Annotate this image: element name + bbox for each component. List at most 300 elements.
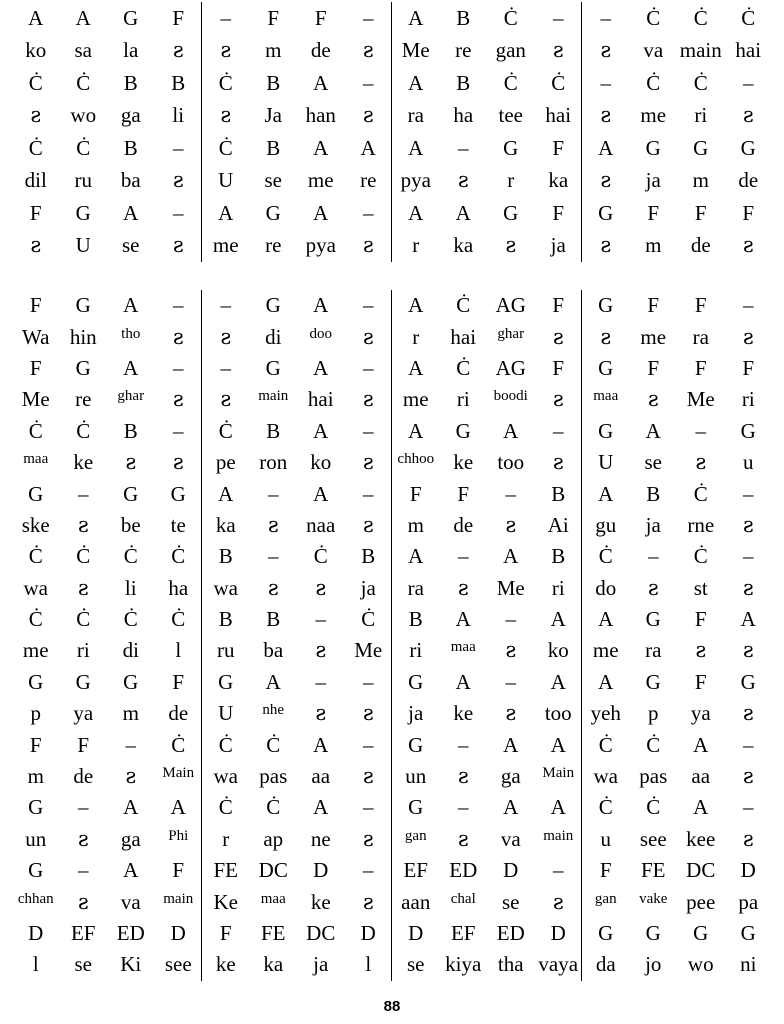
lyric-cell: ꙅ [742,103,754,128]
measure [392,954,582,975]
lyric-cell: me [212,233,239,258]
note-cell: A [740,607,756,632]
note-cell: – [743,795,754,820]
lyric-cell: un [405,764,427,789]
lyric-cell: ꙅ [742,701,754,726]
lyric-cell: ra [407,103,424,128]
lyric-cell: ko [547,638,569,663]
note-cell: Ċ [76,135,91,160]
note-cell: G [75,355,91,380]
lyric-cell: gan [594,890,617,907]
measure [392,135,582,160]
note-cell: – [315,669,326,694]
note-cell: A [693,732,709,757]
lyric-cell: l [32,952,39,977]
note-cell: F [409,481,422,506]
note-cell: – [363,795,374,820]
measure [582,200,772,225]
lyric-cell: Ke [213,889,238,914]
notation-block-1 [12,2,772,262]
note-cell: – [363,293,374,318]
lyric-cell: ꙅ [600,168,612,193]
note-cell: F [219,921,232,945]
lyric-cell: de [310,38,331,63]
lyric-cell: r [412,324,420,349]
note-cell: G [740,921,756,945]
note-cell: – [78,858,89,883]
note-cell: G [645,921,661,945]
note-cell: – [220,293,231,318]
lyric-cell: de [690,233,711,258]
note-cell: A [313,70,329,95]
lyric-cell: me [402,387,429,412]
measure [392,418,582,443]
lyric-cell: han [305,103,336,128]
lyric-cell: ꙅ [30,103,42,128]
lyric-cell: ri [694,103,708,128]
measure [582,355,772,380]
lyric-cell: va [120,889,141,914]
lyric-cell: wa [23,575,48,600]
lyric-cell: ri [76,638,90,663]
note-cell: A [170,795,186,820]
measure [582,512,772,537]
measure [202,954,392,975]
lyric-cell: main [258,388,289,405]
measure [202,669,392,694]
note-cell: F [172,669,185,694]
lyric-cell: maa [23,451,49,468]
lyric-cell: re [265,233,282,258]
lyric-cell: ke [310,889,331,914]
note-cell: G [598,355,614,380]
measure [582,40,772,61]
lyric-cell: ꙅ [77,575,89,600]
measure [392,200,582,225]
lyric-cell: jo [645,952,662,977]
note-cell: A [123,858,139,883]
measure [582,797,772,818]
measure [582,389,772,410]
measure [202,200,392,225]
measure [392,860,582,881]
lyric-cell: chhan [17,890,54,907]
measure [12,418,202,443]
lyric-cell: pee [686,889,716,914]
lyric-cell: ꙅ [552,38,564,63]
note-cell: – [743,293,754,318]
lyric-cell: Ai [547,512,569,537]
lyric-cell: ja [645,168,661,193]
note-cell: Ċ [266,732,281,757]
lyric-cell: ꙅ [220,103,232,128]
note-cell: Ċ [28,544,43,569]
measure [202,5,392,30]
note-cell: Ċ [76,607,91,632]
note-cell: Ċ [218,732,233,757]
measure [392,295,582,316]
lyric-cell: ke [73,450,94,475]
note-cell: B [266,135,281,160]
note-cell: – [553,5,564,30]
lyric-cell: ꙅ [362,764,374,789]
note-cell: B [266,607,281,632]
measure [12,546,202,567]
measure [12,669,202,694]
note-cell: A [265,669,281,694]
measure [392,797,582,818]
lyric-cell: main [163,890,194,907]
note-cell: B [551,481,566,506]
note-cell: B [266,418,281,443]
note-cell: G [645,607,661,632]
lyric-cell: maa [450,639,476,656]
measure [202,389,392,410]
note-cell: – [600,70,611,95]
note-cell: F [742,200,755,225]
note-cell: B [408,607,423,632]
lyric-cell: ꙅ [220,38,232,63]
lyric-cell: se [74,952,92,977]
note-cell: Ċ [28,135,43,160]
note-cell: F [694,293,707,318]
note-cell: Ċ [28,607,43,632]
measure [582,609,772,630]
note-cell: A [408,200,424,225]
note-cell: G [170,481,186,506]
lyric-cell: yeh [590,701,621,726]
measure [202,512,392,537]
note-cell: B [123,418,138,443]
lyric-cell: ꙅ [172,38,184,63]
lyric-cell: ꙅ [457,168,469,193]
note-cell: FE [260,921,286,945]
lyric-cell: te [170,512,186,537]
note-cell: A [455,200,471,225]
lyric-cell: ꙅ [742,233,754,258]
note-cell: G [455,418,471,443]
note-cell: G [123,5,139,30]
note-cell: Ċ [218,70,233,95]
note-cell: – [173,418,184,443]
lyric-cell: ꙅ [362,233,374,258]
measure [12,355,202,380]
measure [202,355,392,380]
lyric-cell: ga [500,764,521,789]
note-cell: – [78,795,89,820]
lyric-cell: ha [453,103,474,128]
note-cell: Ċ [361,607,376,632]
lyric-cell: ꙅ [742,826,754,851]
note-cell: – [458,135,469,160]
lyric-cell: ꙅ [457,575,469,600]
note-cell: A [550,607,566,632]
note-cell: EF [70,921,96,945]
note-cell: F [599,858,612,883]
measure [392,40,582,61]
note-cell: A [598,135,614,160]
note-cell: Ċ [313,544,328,569]
lyric-cell: re [455,38,472,63]
note-cell: Ċ [266,795,281,820]
measure [12,512,202,537]
measure [582,105,772,126]
lyric-cell: ga [120,826,141,851]
note-cell: F [694,200,707,225]
measure [582,135,772,160]
note-cell: F [552,135,565,160]
lyric-cell: ke [453,701,474,726]
measure [12,732,202,757]
lyric-cell: ghar [497,325,525,342]
note-cell: ED [449,858,478,883]
measure [12,324,202,349]
note-cell: G [645,669,661,694]
note-cell: Ċ [693,481,708,506]
note-cell: Ċ [218,418,233,443]
lyric-cell: ko [25,38,47,63]
note-cell: F [172,5,185,30]
note-cell: – [125,732,136,757]
note-cell: A [28,5,44,30]
lyric-cell: ri [551,575,565,600]
lyric-cell: me [22,638,49,663]
note-cell: F [457,481,470,506]
lyric-cell: ꙅ [30,233,42,258]
lyric-cell: ra [645,638,662,663]
lyric-cell: hai [450,324,477,349]
note-cell: A [360,135,376,160]
lyric-cell: ꙅ [600,233,612,258]
bar-line [391,290,392,981]
note-cell: A [313,795,329,820]
lyric-cell: ba [120,168,141,193]
lyric-cell: ru [217,638,235,663]
measure [582,170,772,191]
lyric-cell: ra [407,575,424,600]
note-cell: AG [495,293,526,318]
lyric-cell: ri [741,387,755,412]
note-cell: Ċ [646,5,661,30]
note-cell: B [218,607,233,632]
note-cell: Ċ [598,544,613,569]
note-cell: Ċ [171,732,186,757]
measure [582,954,772,975]
lyric-cell: ꙅ [552,387,564,412]
lyric-cell: ꙅ [267,512,279,537]
measure [202,295,392,316]
lyric-cell: ga [120,103,141,128]
note-cell: Ċ [76,70,91,95]
note-cell: – [220,355,231,380]
note-cell: A [313,732,329,757]
note-cell: D [313,858,329,883]
note-cell: G [740,418,756,443]
lyric-cell: ꙅ [362,450,374,475]
note-cell: Ċ [598,795,613,820]
lyric-cell: pas [259,764,288,789]
measure [392,5,582,30]
measure [202,609,392,630]
lyric-cell: p [648,701,659,726]
lyric-cell: se [502,889,520,914]
measure [392,481,582,506]
notation-block-2 [12,290,772,981]
lyric-cell: ke [215,952,236,977]
measure [582,452,772,473]
lyric-cell: me [640,103,667,128]
lyric-cell: ꙅ [457,764,469,789]
lyric-cell: chal [450,890,476,907]
note-cell: A [218,481,234,506]
measure [582,766,772,787]
note-cell: F [694,355,707,380]
measure [12,923,202,944]
note-cell: – [173,200,184,225]
lyric-cell: ꙅ [552,889,564,914]
note-cell: Ċ [123,607,138,632]
lyric-cell: se [407,952,425,977]
lyric-cell: p [30,701,41,726]
note-cell: D [740,858,756,883]
note-cell: Ċ [693,70,708,95]
lyric-cell: tha [497,952,524,977]
lyric-cell: ꙅ [600,38,612,63]
note-cell: A [408,293,424,318]
note-cell: B [171,70,186,95]
measure [202,860,392,881]
note-cell: G [598,200,614,225]
lyric-cell: ko [310,450,332,475]
lyric-cell: ꙅ [267,575,279,600]
note-cell: G [218,669,234,694]
lyric-cell: aa [691,764,711,789]
lyric-cell: U [598,450,614,475]
lyric-cell: ꙅ [315,701,327,726]
note-cell: F [742,355,755,380]
lyric-cell: ja [550,233,566,258]
lyric-cell: se [122,233,140,258]
lyric-cell: li [172,103,185,128]
note-cell: F [647,293,660,318]
note-cell: G [265,293,281,318]
note-cell: Ċ [28,70,43,95]
lyric-cell: ne [310,826,331,851]
note-cell: Ċ [741,5,756,30]
note-cell: A [408,355,424,380]
lyric-cell: r [412,233,420,258]
note-cell: A [598,607,614,632]
measure [12,703,202,724]
note-cell: Ċ [28,418,43,443]
lyric-cell: wa [593,764,618,789]
note-cell: B [456,5,471,30]
lyric-cell: ꙅ [172,324,184,349]
note-cell: Ċ [693,544,708,569]
measure [392,640,582,661]
measure [392,609,582,630]
note-cell: G [598,418,614,443]
measure [392,452,582,473]
measure [12,170,202,191]
lyric-cell: pa [738,889,759,914]
note-cell: Ċ [693,5,708,30]
lyric-cell: Main [162,765,195,782]
note-cell: A [598,669,614,694]
note-cell: G [28,669,44,694]
measure [12,295,202,316]
note-cell: F [552,293,565,318]
lyric-cell: wa [213,764,238,789]
note-cell: D [360,921,376,945]
measure [202,235,392,256]
note-cell: A [408,544,424,569]
note-cell: – [363,5,374,30]
measure [202,105,392,126]
note-cell: – [553,418,564,443]
lyric-cell: ꙅ [505,233,517,258]
measure [392,235,582,256]
note-cell: F [552,200,565,225]
note-cell: – [743,544,754,569]
lyric-cell: ra [692,324,709,349]
lyric-cell: wa [213,575,238,600]
measure [582,546,772,567]
lyric-cell: rne [687,512,715,537]
note-cell: G [645,135,661,160]
note-cell: G [75,293,91,318]
note-cell: G [598,293,614,318]
note-cell: Ċ [456,293,471,318]
lyric-cell: m [265,38,282,63]
lyric-cell: Ki [120,952,142,977]
lyric-cell: ꙅ [362,38,374,63]
lyric-cell: ꙅ [77,889,89,914]
note-cell: G [265,355,281,380]
lyric-cell: un [25,826,47,851]
note-cell: Ċ [171,544,186,569]
lyric-cell: ꙅ [172,387,184,412]
note-cell: F [647,200,660,225]
lyric-cell: too [497,450,525,475]
lyric-cell: ꙅ [362,387,374,412]
lyric-cell: ꙅ [742,324,754,349]
lyric-cell: maa [593,388,619,405]
note-cell: – [458,544,469,569]
lyric-cell: ꙅ [362,889,374,914]
note-cell: D [503,858,519,883]
measure [392,826,582,851]
lyric-cell: me [592,638,619,663]
lyric-cell: ru [74,168,92,193]
lyric-cell: ja [408,701,424,726]
measure [202,826,392,851]
lyric-cell: ꙅ [742,638,754,663]
lyric-cell: pya [400,168,431,193]
note-cell: A [503,418,519,443]
measure [202,70,392,95]
note-cell: A [313,293,329,318]
measure [582,70,772,95]
lyric-cell: maa [260,890,286,907]
measure [202,732,392,757]
lyric-cell: me [307,168,334,193]
note-cell: D [170,921,186,945]
measure [12,200,202,225]
lyric-cell: r [507,168,515,193]
note-cell: A [75,5,91,30]
note-cell: A [550,795,566,820]
